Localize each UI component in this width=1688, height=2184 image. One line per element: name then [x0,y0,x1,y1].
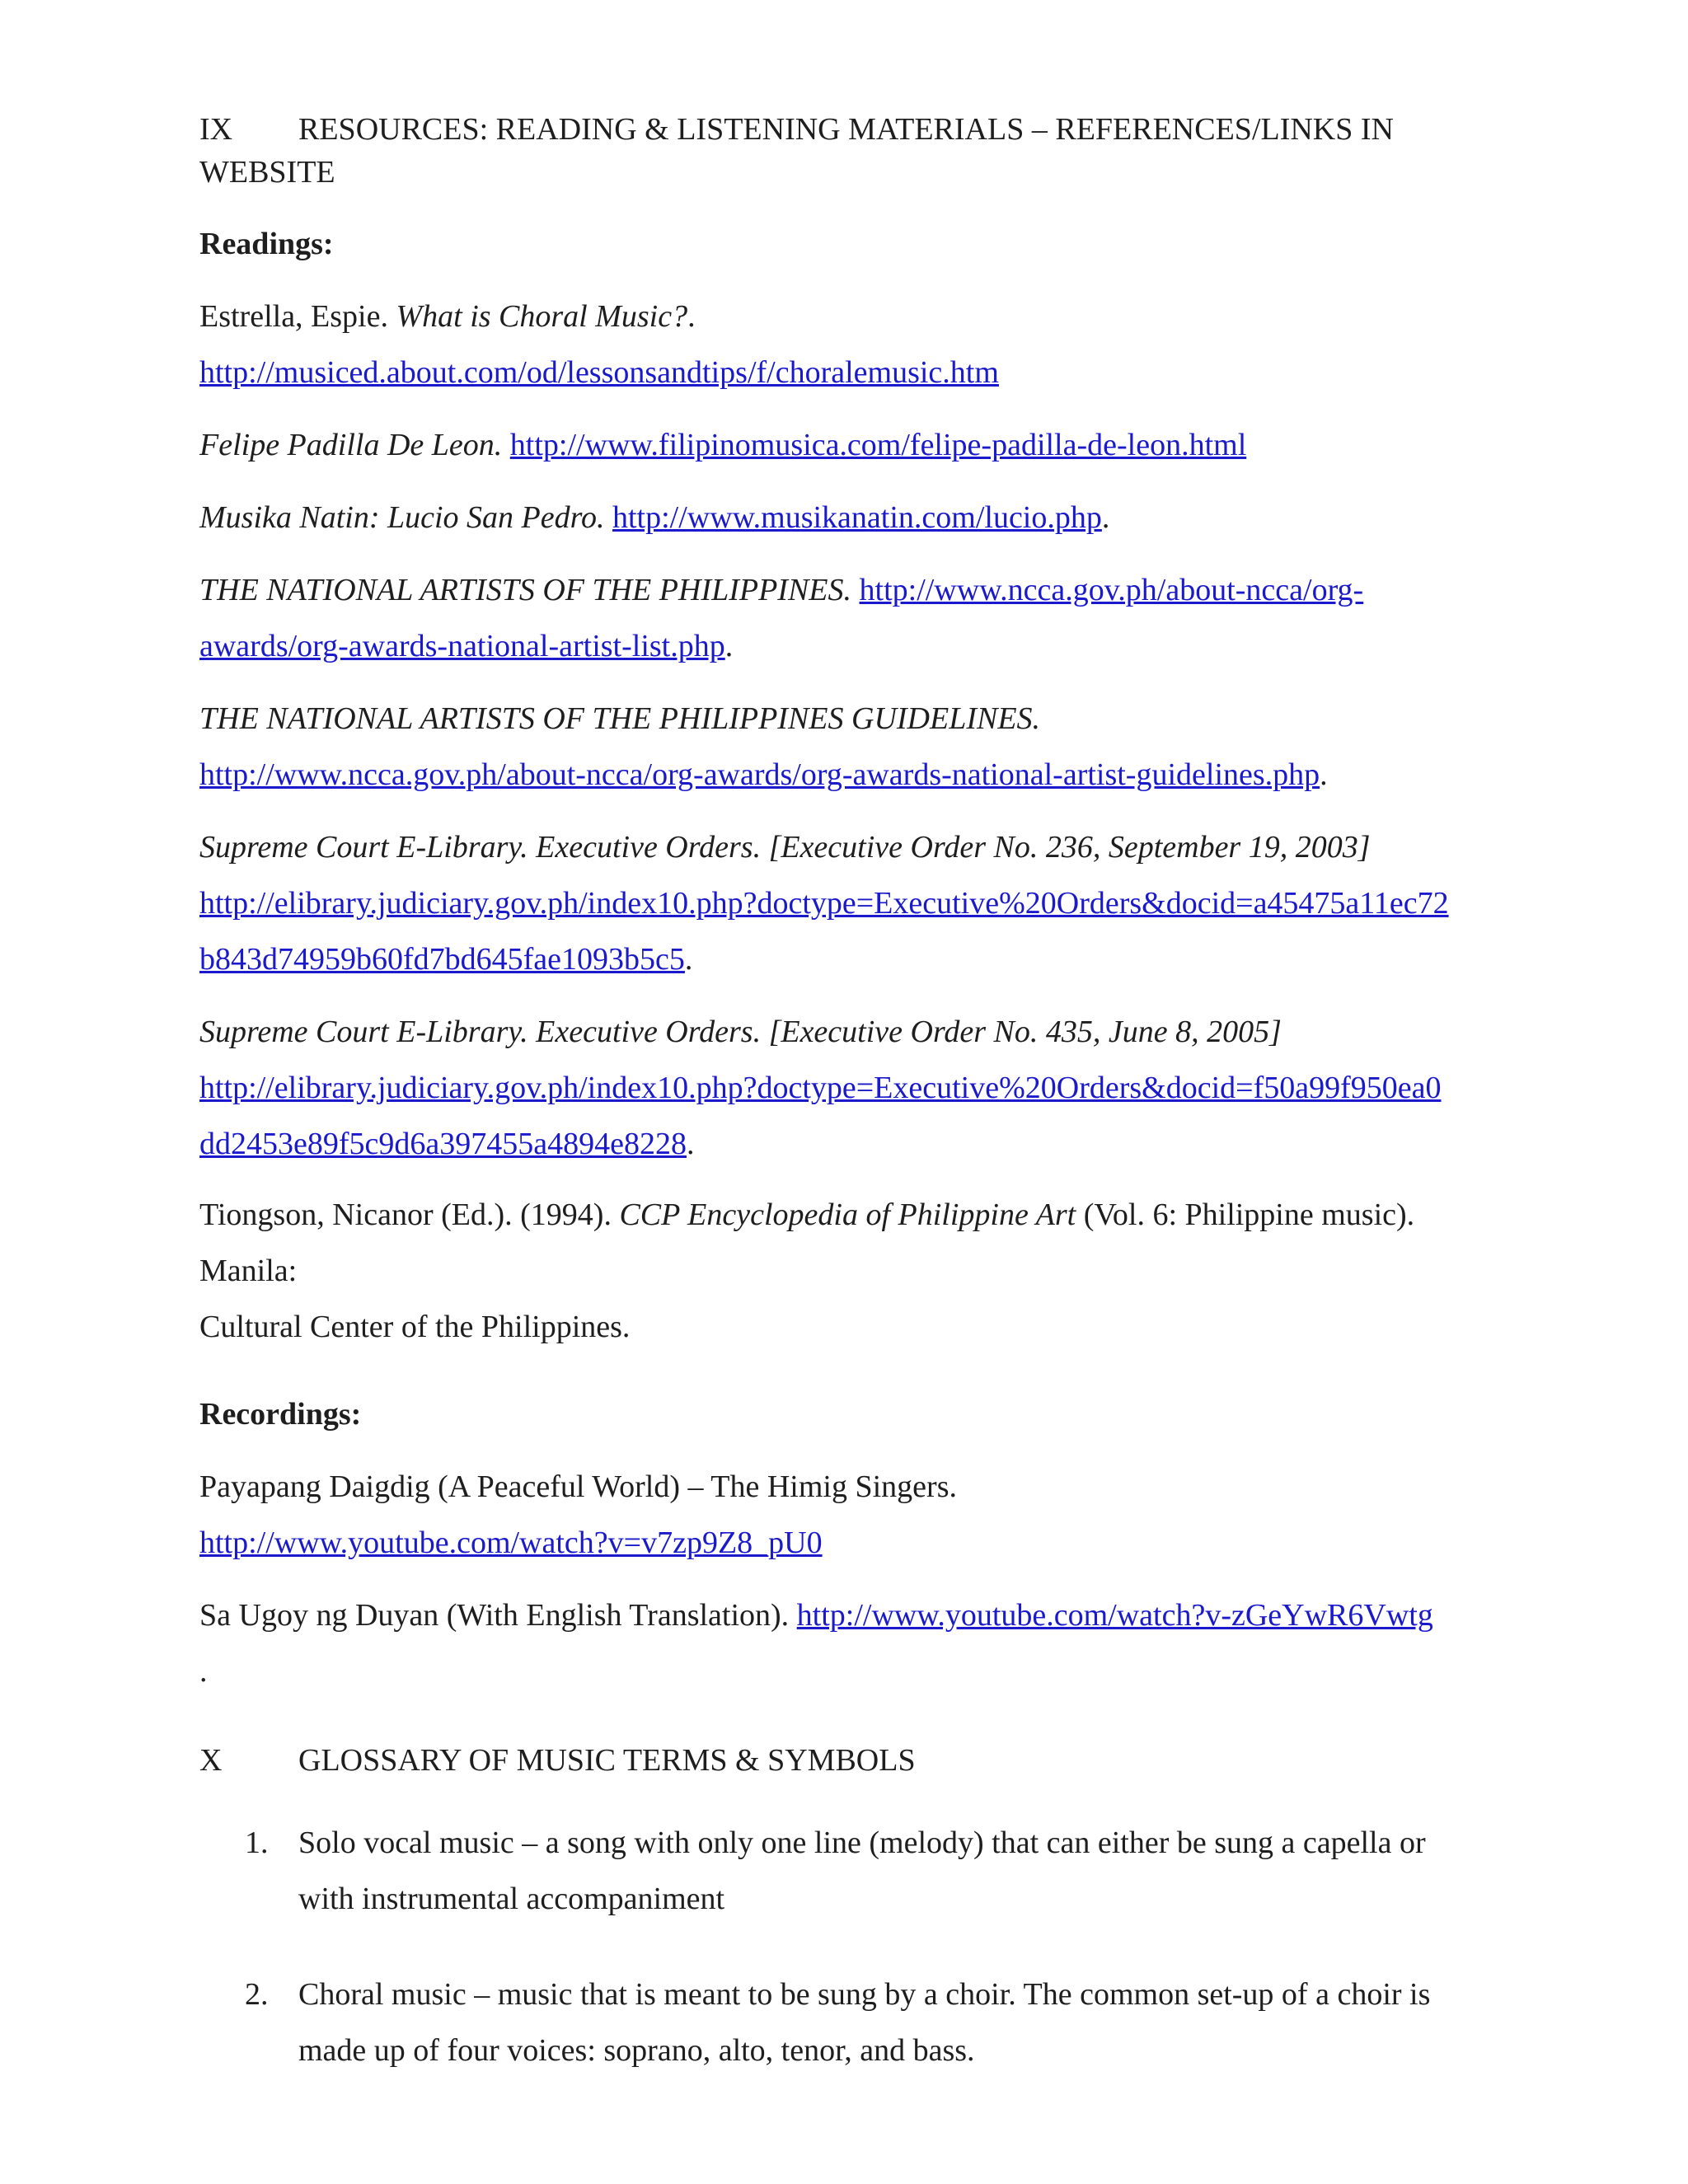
section-heading [199,1739,1502,1782]
reference-title: What is Choral Music? [396,299,688,334]
reference-title: Supreme Court E-Library. Executive Orders. [Executive Order No. 435, June 8, 2005] [199,1015,1282,1049]
list-item: 2. Choral music – music that is meant to be sung by a choir. The common set-up of a choir is made up of four voices: soprano, alto, tenor, and bass. [199,1966,1502,2079]
recording-link[interactable]: http://www.youtube.com/watch?v=v7zp9Z8_pU0 [199,1526,823,1560]
reference-item: THE NATIONAL ARTISTS OF THE PHILIPPINES. http://www.ncca.gov.ph/about-ncca/org- awards/org-awards-national-artist-list.php. [199,573,1364,663]
section-number: IX [199,112,233,147]
list-number: 2. [245,1977,269,2012]
reference-link-continued[interactable]: b843d74959b60fd7bd645fae1093b5c5 [199,942,685,977]
reference-link-continued[interactable]: awards/org-awards-national-artist-list.php [199,629,725,663]
reference-link[interactable]: http://www.musikanatin.com/lucio.php [612,500,1102,535]
reference-link[interactable]: http://elibrary.judiciary.gov.ph/index10.php?doctype=Executive%20Orders&docid=f50a99f950ea0 [199,1071,1442,1105]
reference-title: Musika Natin: Lucio San Pedro. [199,500,605,535]
section-heading [199,108,1502,194]
reference-item: Tiongson, Nicanor (Ed.). (1994). CCP Encyclopedia of Philippine Art (Vol. 6: Philippine music). Manila: Cultural Center of the Philippines. [199,1197,1415,1344]
section-number: X [199,1743,223,1778]
reference-item [199,417,1502,473]
reference-link[interactable]: http://www.filipinomusica.com/felipe-padilla-de-leon.html [509,428,1247,462]
recordings-heading: Recordings: [199,1397,362,1432]
reference-link[interactable]: http://musiced.about.com/od/lessonsandtips/f/choralemusic.htm [199,355,999,390]
recording-item: Sa Ugoy ng Duyan (With English Translation). http://www.youtube.com/watch?v-zGeYwR6Vwtg . [199,1598,1433,1689]
list-number: 1. [245,1825,269,1860]
reference-title: Supreme Court E-Library. Executive Orders. [Executive Order No. 236, September 19, 2003] [199,830,1371,865]
reference-item: Supreme Court E-Library. Executive Orders. [Executive Order No. 435, June 8, 2005] http://elibrary.judiciary.gov.ph/index10.php?doctype=Executive%20Orders&docid=f50a99f950ea0 dd2453e89f5c9d6a397455a4894e8228. [199,1015,1442,1161]
reference-item: Estrella, Espie. What is Choral Music?. http://musiced.about.com/od/lessonsandtips/f/choralemusic.htm [199,299,999,390]
reference-title: Felipe Padilla De Leon. [199,428,503,462]
section-title: RESOURCES: READING & LISTENING MATERIALS – REFERENCES/LINKS IN WEBSITE [199,112,1394,190]
reference-link-continued[interactable]: dd2453e89f5c9d6a397455a4894e8228 [199,1127,687,1161]
readings-heading: Readings: [199,227,334,261]
reference-title: CCP Encyclopedia of Philippine Art [619,1197,1076,1232]
reference-item: THE NATIONAL ARTISTS OF THE PHILIPPINES GUIDELINES. http://www.ncca.gov.ph/about-ncca/org-awards/org-awards-national-artist-guidelines.php. [199,701,1328,792]
section-title: GLOSSARY OF MUSIC TERMS & SYMBOLS [298,1743,916,1778]
list-item: 1. Solo vocal music – a song with only one line (melody) that can either be sung a capella or with instrumental accompaniment [199,1815,1502,1927]
reference-title: THE NATIONAL ARTISTS OF THE PHILIPPINES GUIDELINES. [199,701,1041,736]
reference-link[interactable]: http://www.ncca.gov.ph/about-ncca/org-awards/org-awards-national-artist-guidelines.php [199,757,1320,792]
recording-item: Payapang Daigdig (A Peaceful World) – The Himig Singers. http://www.youtube.com/watch?v=v7zp9Z8_pU0 [199,1469,957,1560]
reference-item: Supreme Court E-Library. Executive Orders. [Executive Order No. 236, September 19, 2003] http://elibrary.judiciary.gov.ph/index10.php?doctype=Executive%20Orders&docid=a45475a11ec72 b843d74959b60fd7bd645fae1093b5c5. [199,830,1449,977]
reference-link[interactable]: http://elibrary.judiciary.gov.ph/index10.php?doctype=Executive%20Orders&docid=a45475a11ec72 [199,886,1449,921]
reference-item: Musika Natin: Lucio San Pedro. http://www.musikanatin.com/lucio.php. [199,500,1110,535]
reference-link[interactable]: http://www.ncca.gov.ph/about-ncca/org- [859,573,1364,607]
recording-link[interactable]: http://www.youtube.com/watch?v-zGeYwR6Vwtg [796,1598,1433,1633]
reference-title: THE NATIONAL ARTISTS OF THE PHILIPPINES. [199,573,852,607]
